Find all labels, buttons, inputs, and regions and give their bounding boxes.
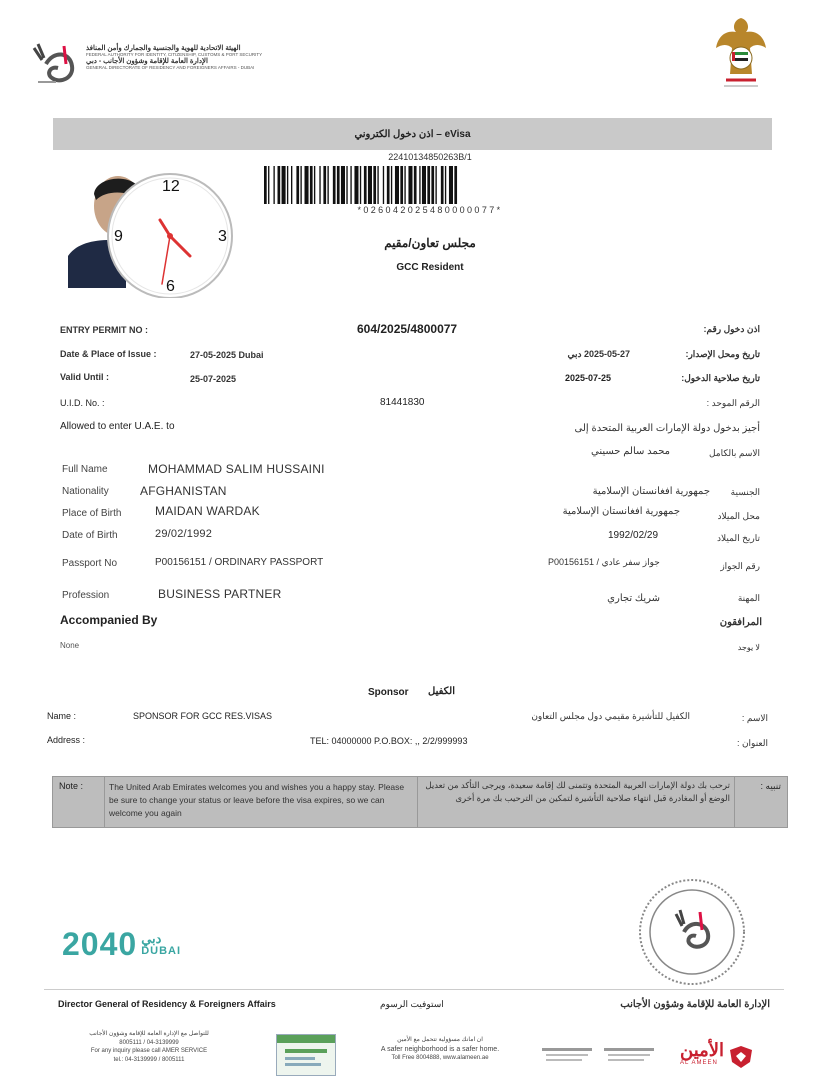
dubai-2040-logo [62, 926, 181, 963]
barcode-bar [441, 166, 444, 204]
barcode-bar [287, 166, 288, 204]
safe-ar: ان امانك مسؤولية تتحمل مع الأمين [397, 1037, 483, 1043]
issue-value: 27-05-2025 Dubai [190, 350, 264, 360]
ameen-ar: الأمين [680, 1040, 725, 1060]
footer-contact [44, 1030, 254, 1064]
barcode-bar [341, 166, 345, 204]
barcode-bar [408, 166, 412, 204]
barcode-bar [391, 166, 392, 204]
passport-ar-label: رقم الجواز [720, 561, 760, 571]
pob-value: MAIDAN WARDAK [155, 504, 260, 518]
barcode-bar [310, 166, 313, 204]
barcode-bar [364, 166, 367, 204]
profession-label: Profession [62, 590, 110, 601]
partner-logos-icon [540, 1044, 660, 1070]
profession-ar: شريك تجاري [607, 593, 660, 604]
barcode-bar [383, 166, 384, 204]
barcode-number-top: 22410134850263B/1 [388, 152, 472, 162]
uid-label: U.I.D. No. : [60, 398, 105, 408]
applicant-photo [66, 170, 236, 298]
nationality-label: Nationality [62, 486, 109, 497]
dob-ar: 1992/02/29 [608, 530, 659, 541]
footer-mini-logos [540, 1044, 660, 1070]
barcode-bar [296, 166, 299, 204]
falcon-logo-icon [26, 38, 82, 88]
authority-en-1: FEDERAL AUTHORITY FOR IDENTITY, CITIZENSHIP, CUSTOMS & PORT SECURITY [86, 52, 263, 57]
full-name-value: MOHAMMAD SALIM HUSSAINI [148, 462, 325, 476]
evisa-title: اذن دخول الكتروني – eVisa [354, 128, 471, 140]
nationality-value: AFGHANISTAN [140, 484, 227, 498]
uae-emblem [712, 14, 770, 92]
barcode-bar [354, 166, 358, 204]
clock-6: 6 [166, 278, 175, 295]
accompanied-ar-label: المرافقون [719, 617, 762, 628]
ameen-en: AL AMEEN [680, 1060, 718, 1066]
barcode-bar [431, 166, 434, 204]
barcode-bar [449, 166, 453, 204]
dubai-ar: دبي [141, 930, 162, 946]
barcode-bar [264, 166, 267, 204]
barcode-bar [445, 166, 446, 204]
barcode-bar [368, 166, 372, 204]
barcode-bar [373, 166, 376, 204]
barcode-bar [400, 166, 403, 204]
safe-en: A safer neighborhood is a safer home. [380, 1046, 500, 1053]
director-en: Director General of Residency & Foreigners Affairs [58, 999, 276, 1009]
director-ar: الإدارة العامة للإقامة وشؤون الأجانب [620, 999, 770, 1010]
valid-value: 25-07-2025 [190, 374, 237, 384]
clock-3: 3 [218, 228, 227, 245]
entry-permit-label: ENTRY PERMIT NO : [60, 325, 149, 335]
contact-ar: للتواصل مع الإدارة العامة للإقامة وشؤون الأجانب [89, 1031, 209, 1037]
full-name-ar: محمد سالم حسيني [591, 446, 670, 457]
barcode-bar [337, 166, 340, 204]
full-name-label: Full Name [62, 464, 108, 475]
allowed-en: Allowed to enter U.A.E. to [60, 421, 175, 432]
uid-value: 81441830 [380, 397, 425, 408]
barcode-bar [314, 166, 315, 204]
contact-tel: tel.: 04-3139999 / 8005111 [113, 1056, 185, 1063]
barcode-bar [305, 166, 309, 204]
nationality-ar: جمهورية افغانستان الإسلامية [592, 486, 710, 497]
passport-ar: P00156151 / جواز سفر عادي [548, 557, 660, 567]
issue-label: Date & Place of Issue : [60, 349, 157, 359]
uid-ar: الرقم الموحد : [706, 398, 760, 408]
note-label-ar: تنبيه : [760, 781, 781, 791]
dob-label: Date of Birth [62, 530, 118, 541]
sponsor-address-label: Address : [47, 735, 86, 745]
full-name-ar-label: الاسم بالكامل [708, 448, 760, 458]
note-text-en: The United Arab Emirates welcomes you and wishes you a happy stay. Please be sure to change your status or leave before the visa expires, so we can welcome you again [109, 782, 405, 818]
dubai-government-icon [277, 1043, 335, 1073]
dob-value: 29/02/1992 [155, 528, 213, 540]
dob-ar-label: تاريخ الميلاد [717, 533, 760, 543]
nationality-ar-label: الجنسية [730, 487, 760, 497]
barcode-bar [419, 166, 420, 204]
visa-type-en: GCC Resident [396, 262, 464, 273]
barcode-bar [422, 166, 426, 204]
barcode-bar [377, 166, 378, 204]
barcode-bar [291, 166, 292, 204]
barcode-icon [264, 166, 596, 204]
barcode-bar [323, 166, 326, 204]
footer-safe [350, 1036, 530, 1063]
accompanied-value-ar: لا يوجد [737, 643, 760, 652]
sponsor-heading-en: Sponsor [368, 687, 409, 698]
sponsor-address-value: TEL: 04000000 P.O.BOX: ,, 2/2/999993 [310, 736, 468, 746]
barcode-bar [454, 166, 457, 204]
barcode-bar [360, 166, 361, 204]
note-box [52, 776, 788, 828]
dubai-2040-number: 2040 [62, 926, 138, 962]
valid-ar: تاريخ صلاحية الدخول: [681, 373, 760, 383]
entry-permit-value: 604/2025/4800077 [357, 322, 458, 336]
barcode-bar [427, 166, 430, 204]
accompanied-label: Accompanied By [60, 613, 158, 627]
footer-divider [44, 989, 784, 990]
authority-text [86, 44, 316, 70]
authority-en-2: GENERAL DIRECTORATE OF RESIDENCY AND FOREIGNERS AFFAIRS - DUBAI [86, 65, 255, 70]
accompanied-value: None [60, 641, 80, 650]
title-bar [53, 118, 772, 150]
pob-ar: جمهورية افغانستان الإسلامية [562, 506, 680, 517]
ameen-shield-icon [728, 1044, 754, 1070]
clock-9: 9 [114, 228, 123, 245]
barcode-bar [273, 166, 274, 204]
barcode-number-bottom: *026042025480000077* [357, 205, 503, 215]
issue-ar: تاريخ ومحل الإصدار: [685, 349, 760, 359]
sponsor-name-label: Name : [47, 711, 77, 721]
stamp-icon [636, 876, 748, 988]
sponsor-name-ar: الكفيل للتأشيرة مقيمي دول مجلس التعاون [531, 711, 690, 721]
authority-ar-1: الهيئة الاتحادية للهوية والجنسية والجمارك وأمن المنافذ [86, 45, 241, 52]
barcode-bar [268, 166, 269, 204]
sponsor-name-ar-label: الاسم : [741, 713, 768, 723]
contact-num: 8005111 / 04-3139999 [119, 1039, 179, 1046]
barcode-bar [319, 166, 320, 204]
green-badge [276, 1034, 336, 1076]
pob-ar-label: محل الميلاد [717, 511, 760, 521]
barcode-bar [350, 166, 351, 204]
valid-value-ar: 2025-07-25 [565, 373, 612, 383]
barcode-bar [333, 166, 336, 204]
note-label: Note : [53, 777, 105, 827]
profession-ar-label: المهنة [737, 593, 760, 603]
sponsor-name-value: SPONSOR FOR GCC RES.VISAS [133, 711, 273, 721]
contact-en: For any inquiry please call AMER SERVICE [90, 1048, 208, 1054]
safe-tel: Toll Free 8004888, www.alameen.ae [391, 1055, 489, 1061]
barcode-bar [278, 166, 281, 204]
note-text-ar: ترحب بك دولة الإمارات العربية المتحدة وتتمنى لك إقامة سعيدة، ويرجى التأكد من تعديل الوضع أو المغادرة قبل انتهاء صلاحية التأشيرة لتمكين من الترحيب بك مرة أخرى [417, 777, 735, 827]
sponsor-heading-ar: الكفيل [428, 686, 455, 697]
profession-value: BUSINESS PARTNER [158, 587, 282, 601]
barcode-bar [414, 166, 417, 204]
barcode-bar [435, 166, 436, 204]
barcode-bar [387, 166, 390, 204]
clock-hands-icon [106, 172, 236, 298]
official-stamp [636, 876, 748, 988]
passport-value: P00156151 / ORDINARY PASSPORT [155, 557, 324, 568]
dubai-en: DUBAI [141, 944, 182, 957]
allowed-ar: أجيز بدخول دولة الإمارات العربية المتحدة إلى [574, 423, 760, 434]
al-ameen-logo [680, 1040, 780, 1074]
pob-label: Place of Birth [62, 508, 122, 519]
sponsor-address-ar-label: العنوان : [736, 738, 768, 748]
falcon-emblem-icon [712, 14, 770, 92]
signature-ar: استوفيت الرسوم [380, 999, 444, 1009]
valid-label: Valid Until : [60, 372, 110, 382]
barcode-bar [395, 166, 399, 204]
barcode-bar [404, 166, 405, 204]
barcode-bar [346, 166, 347, 204]
authority-ar-2: الإدارة العامة للإقامة وشؤون الأجانب - دبي [86, 58, 208, 65]
visa-type-ar: مجلس تعاون/مقيم [384, 236, 476, 250]
clock-12: 12 [162, 178, 180, 195]
entry-permit-ar: اذن دخول رقم: [703, 324, 760, 334]
passport-label: Passport No [62, 558, 118, 569]
issue-value-ar: 2025-05-27 دبي [567, 349, 630, 359]
barcode-bar [282, 166, 286, 204]
authority-logo [26, 38, 82, 88]
barcode-bar [327, 166, 328, 204]
barcode-bar [300, 166, 301, 204]
barcode [264, 166, 596, 204]
